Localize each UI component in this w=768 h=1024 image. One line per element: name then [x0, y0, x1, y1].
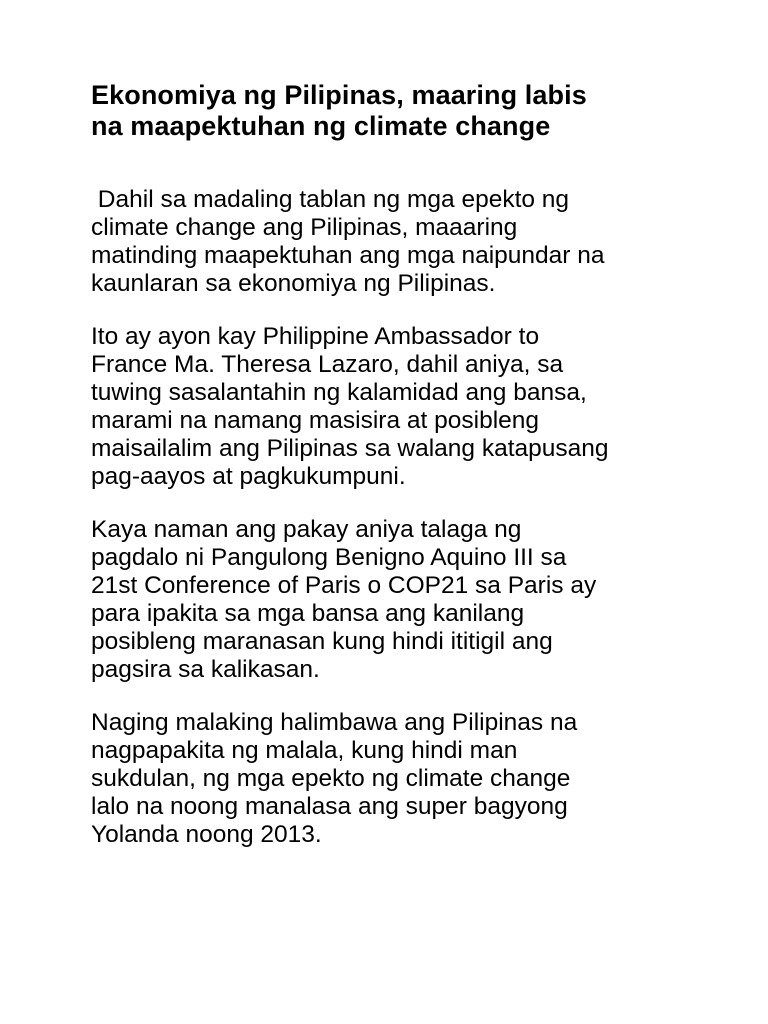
document-page: [91, 80, 691, 874]
paragraph-line: pag-aayos at pagkukumpuni.: [91, 463, 406, 490]
paragraph-line: matinding maapektuhan ang mga naipundar na: [91, 242, 605, 269]
paragraph-line: sukdulan, ng mga epekto ng climate change: [91, 765, 571, 792]
paragraph-line: maisailalim ang Pilipinas sa walang katapusang: [91, 435, 609, 462]
paragraph-line: France Ma. Theresa Lazaro, dahil aniya, sa: [91, 351, 564, 378]
paragraph-line: 21st Conference of Paris o COP21 sa Paris ay: [91, 572, 597, 599]
paragraph-line: Dahil sa madaling tablan ng mga epekto ng: [91, 186, 570, 213]
paragraph-4: [91, 709, 691, 849]
paragraph-line: marami na namang masisira at posibleng: [91, 407, 540, 434]
paragraph-line: climate change ang Pilipinas, maaaring: [91, 214, 518, 241]
paragraph-line: tuwing sasalantahin ng kalamidad ang bansa,: [91, 379, 587, 406]
paragraph-line: nagpapakita ng malala, kung hindi man: [91, 737, 518, 764]
title-line: na maapektuhan ng climate change: [91, 111, 551, 141]
paragraph-3: [91, 516, 691, 684]
paragraph-2: [91, 323, 691, 491]
paragraph-line: Kaya naman ang pakay aniya talaga ng: [91, 516, 522, 543]
article-title: [91, 80, 691, 142]
title-line: Ekonomiya ng Pilipinas, maaring labis: [91, 80, 587, 110]
paragraph-line: pagsira sa kalikasan.: [91, 656, 320, 683]
paragraph-line: posibleng maranasan kung hindi ititigil ang: [91, 628, 553, 655]
paragraph-1: [91, 186, 691, 298]
paragraph-line: Yolanda noong 2013.: [91, 821, 322, 848]
paragraph-line: Ito ay ayon kay Philippine Ambassador to: [91, 323, 540, 350]
paragraph-line: lalo na noong manalasa ang super bagyong: [91, 793, 568, 820]
article-body: [91, 186, 691, 849]
paragraph-line: Naging malaking halimbawa ang Pilipinas na: [91, 709, 578, 736]
paragraph-line: kaunlaran sa ekonomiya ng Pilipinas.: [91, 270, 496, 297]
paragraph-line: pagdalo ni Pangulong Benigno Aquino III sa: [91, 544, 567, 571]
paragraph-line: para ipakita sa mga bansa ang kanilang: [91, 600, 525, 627]
